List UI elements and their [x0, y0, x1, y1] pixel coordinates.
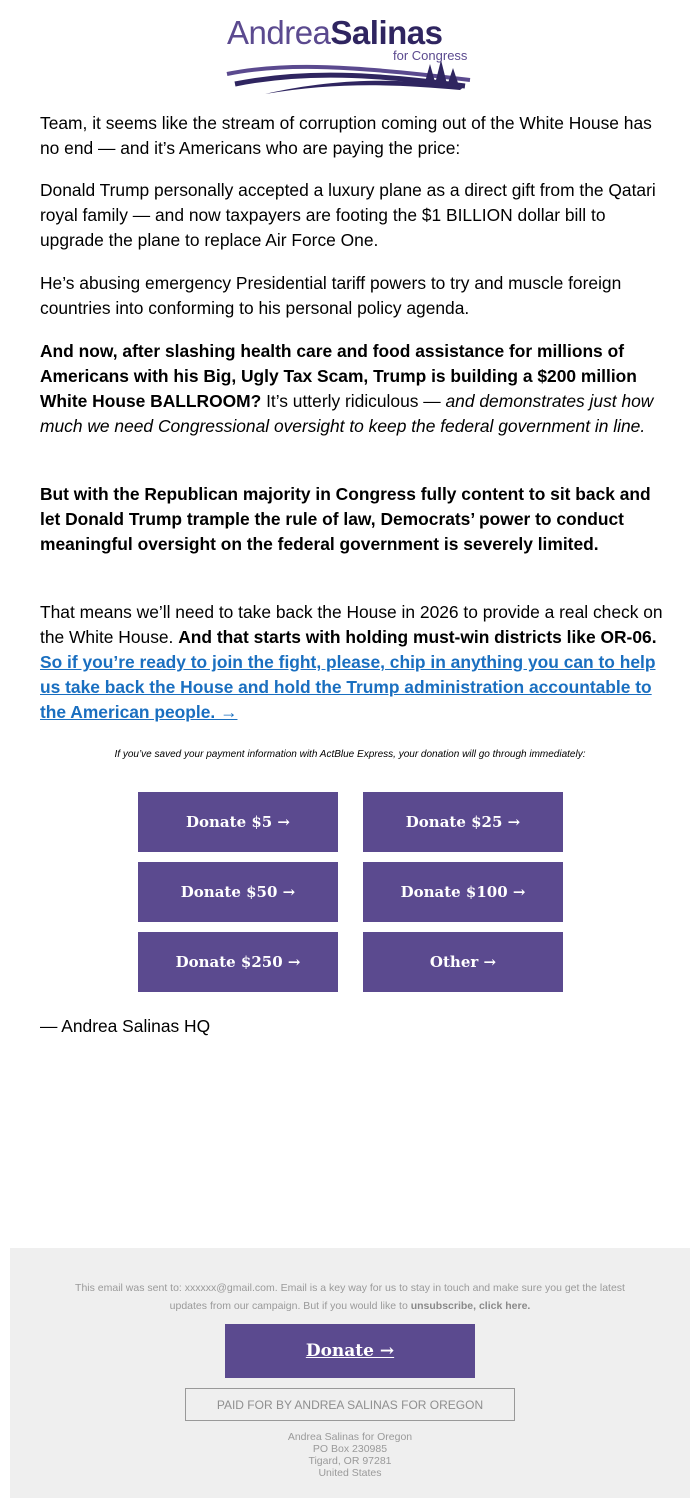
donate-other-button[interactable]: Other → — [363, 932, 563, 992]
logo-first-name: Andrea — [227, 14, 331, 51]
donate-5-button[interactable]: Donate $5 → — [138, 792, 338, 852]
logo-wordmark — [227, 14, 443, 52]
footer-sent-to-prefix: This email was sent to: — [75, 1282, 185, 1294]
paragraph-5 — [40, 482, 665, 557]
address-line: United States — [318, 1467, 382, 1479]
footer-email: xxxxxx@gmail.com — [184, 1282, 275, 1294]
email-footer — [10, 1248, 690, 1498]
paragraph-4 — [40, 339, 665, 439]
address-line: Tigard, OR 97281 — [308, 1455, 392, 1467]
paragraph-1: Team, it seems like the stream of corruption coming out of the White House has no end — and it’s Americans who are paying the price: — [40, 113, 652, 158]
donate-50-button[interactable]: Donate $50 → — [138, 862, 338, 922]
footer-sent-to-suffix: . Email is a key way for us to stay in touch and make sure you get the latest updates from our campaign. But if you would like to — [169, 1282, 625, 1312]
footer-donate-button[interactable]: Donate → — [225, 1324, 475, 1378]
signoff: — Andrea Salinas HQ — [40, 1016, 211, 1036]
paragraph-4-bold: And now, after slashing health care and food assistance for millions of Americans with his Big, Ugly Tax Scam, Trump is building a $200 million White House BALLROOM? — [40, 341, 637, 411]
address-line: Andrea Salinas for Oregon — [287, 1431, 413, 1443]
paragraph-6-normal: That means we’ll need to take back the House in 2026 to provide a real check on the White House. — [40, 602, 663, 647]
actblue-express-note: If you’ve saved your payment information with ActBlue Express, your donation will go through immediately: — [114, 749, 586, 760]
paragraph-5-bold: But with the Republican majority in Congress fully content to sit back and let Donald Trump trample the rule of law, Democrats’ power to conduct meaningful oversight on the federal government is severely limited. — [40, 484, 651, 554]
paragraph-2: Donald Trump personally accepted a luxury plane as a direct gift from the Qatari royal family — and now taxpayers are footing the $1 BILLION dollar bill to upgrade the plane to replace Air Force One. — [40, 180, 656, 250]
paragraph-6-bold: And that starts with holding must-win districts like OR-06. — [178, 627, 657, 647]
footer-notice — [55, 1279, 645, 1315]
donate-100-button[interactable]: Donate $100 → — [363, 862, 563, 922]
campaign-logo — [225, 14, 475, 96]
paragraph-6 — [40, 600, 665, 725]
paragraph-4-italic: and demonstrates just how much we need Congressional oversight to keep the federal government in line. — [40, 391, 654, 436]
donate-25-button[interactable]: Donate $25 → — [363, 792, 563, 852]
logo-last-name: Salinas — [330, 14, 443, 51]
unsubscribe-link[interactable]: unsubscribe, click here. — [410, 1300, 531, 1312]
logo-subtitle: for Congress — [393, 48, 468, 63]
mailing-address — [10, 1431, 690, 1479]
paragraph-4-normal: It’s utterly ridiculous — — [261, 391, 446, 411]
donate-250-button[interactable]: Donate $250 → — [138, 932, 338, 992]
paragraph-3: He’s abusing emergency Presidential tariff powers to try and muscle foreign countries into conforming to his personal policy agenda. — [40, 273, 622, 318]
paid-for-disclaimer: PAID FOR BY ANDREA SALINAS FOR OREGON — [185, 1388, 515, 1421]
address-line: PO Box 230985 — [312, 1443, 388, 1455]
donate-cta-link[interactable]: So if you’re ready to join the fight, please, chip in anything you can to help us take back the House and hold the Trump administration accountable to the American people. → — [40, 652, 656, 722]
